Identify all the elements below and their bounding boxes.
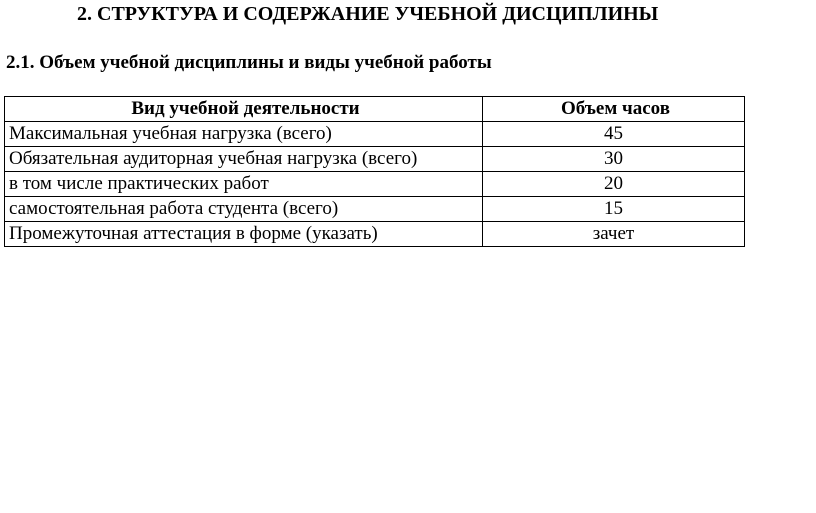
table-row xyxy=(5,197,745,222)
table-header-row xyxy=(5,97,745,122)
activity-cell: в том числе практических работ xyxy=(5,172,483,197)
table-row xyxy=(5,122,745,147)
activity-cell: Промежуточная аттестация в форме (указать) xyxy=(5,222,483,247)
activity-cell: Обязательная аудиторная учебная нагрузка (всего) xyxy=(5,147,483,172)
table-row xyxy=(5,222,745,247)
hours-cell: 45 xyxy=(483,122,745,147)
section-title: 2. СТРУКТУРА И СОДЕРЖАНИЕ УЧЕБНОЙ ДИСЦИПЛИНЫ xyxy=(77,3,659,25)
header-hours: Объем часов xyxy=(483,97,745,122)
activity-cell: самостоятельная работа студента (всего) xyxy=(5,197,483,222)
hours-cell: зачет xyxy=(483,222,745,247)
hours-cell: 15 xyxy=(483,197,745,222)
workload-table xyxy=(4,96,745,247)
header-activity: Вид учебной деятельности xyxy=(5,97,483,122)
hours-cell: 20 xyxy=(483,172,745,197)
table-row xyxy=(5,147,745,172)
hours-cell: 30 xyxy=(483,147,745,172)
table-row xyxy=(5,172,745,197)
subsection-title: 2.1. Объем учебной дисциплины и виды учебной работы xyxy=(6,52,492,73)
activity-cell: Максимальная учебная нагрузка (всего) xyxy=(5,122,483,147)
